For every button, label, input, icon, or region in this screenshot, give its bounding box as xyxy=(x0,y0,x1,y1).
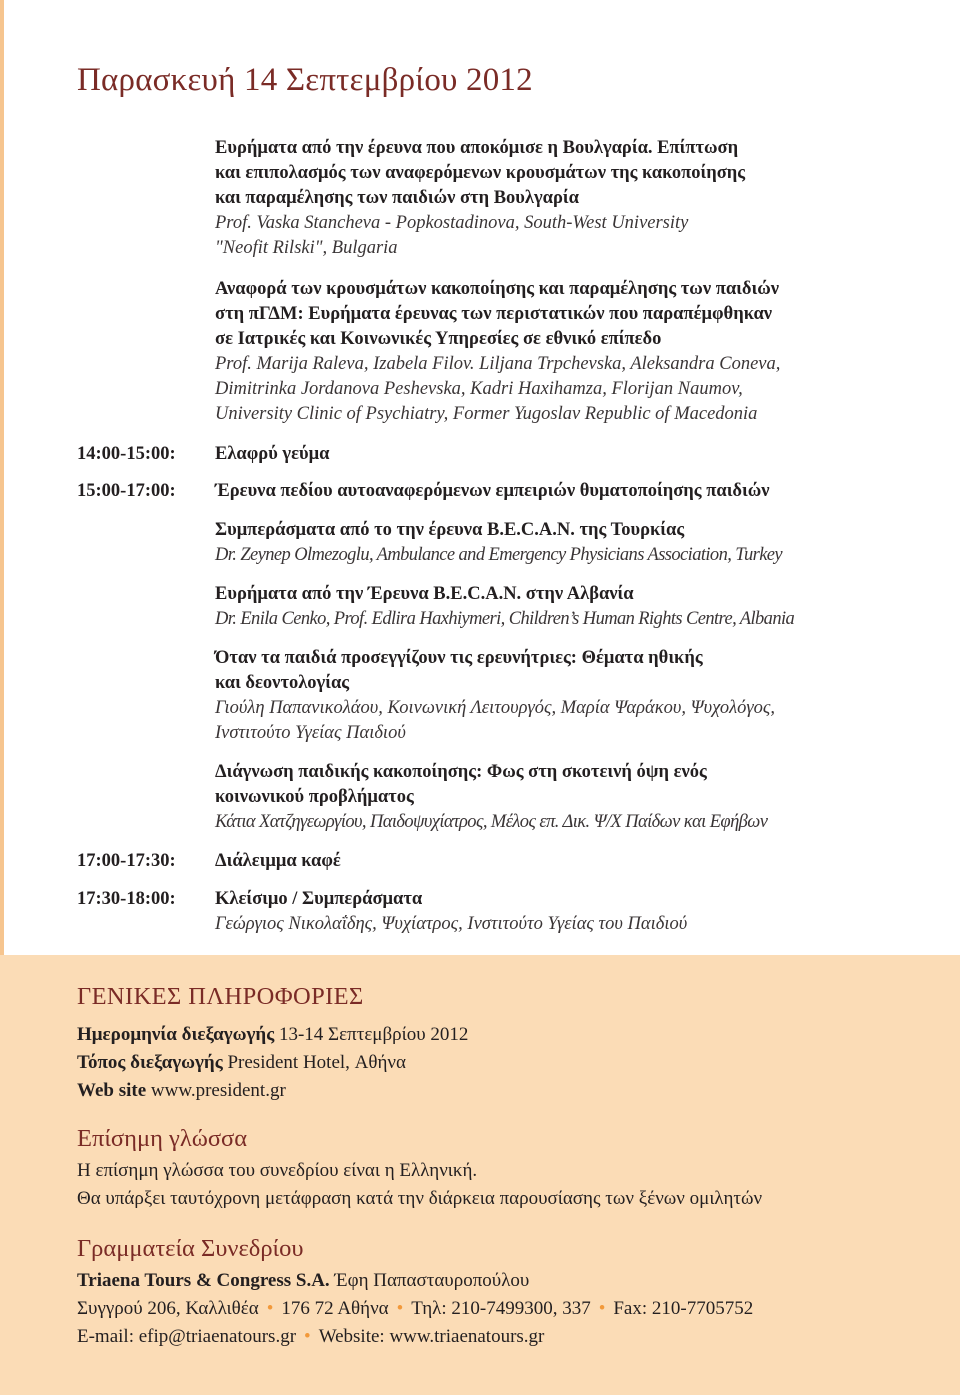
language-heading: Επίσημη γλώσσα xyxy=(77,1125,248,1152)
page-date-heading: Παρασκευή 14 Σεπτεμβρίου 2012 xyxy=(77,62,533,98)
event-website: Web site www.president.gr xyxy=(77,1080,286,1101)
talk-author: Prof. Marija Raleva, Izabela Filov. Liljana Trpchevska, Aleksandra Coneva, Dimitrinka Jordanova Peshevska, Kadri Haxihamza, Florijan Naumov, University Clinic of Psychiatry, Former Yugoslav Republic of Macedonia xyxy=(215,354,781,424)
general-info-heading: ΓΕΝΙΚΕΣ ΠΛΗΡΟΦΟΡΙΕΣ xyxy=(77,983,364,1010)
talk-author: Γεώργιος Νικολαΐδης, Ψυχίατρος, Ινστιτούτο Υγείας του Παιδιού xyxy=(215,914,688,934)
secretariat-heading: Γραμματεία Συνεδρίου xyxy=(77,1235,304,1262)
talk-author: Κάτια Χατζηγεωργίου, Παιδοψυχίατρος, Μέλος επ. Δικ. Ψ/Χ Παίδων και Εφήβων xyxy=(215,812,768,832)
session-label: Κλείσιμο / Συμπεράσματα xyxy=(215,889,423,909)
general-info-panel xyxy=(0,955,960,1395)
session-label: Έρευνα πεδίου αυτοαναφερόμενων εμπειριών θυματοποίησης παιδιών xyxy=(215,481,770,501)
general-info-content xyxy=(77,979,937,1351)
bullet-icon: • xyxy=(598,1298,606,1319)
session-time: 17:30-18:00: xyxy=(77,889,176,909)
bullet-icon: • xyxy=(304,1326,311,1347)
talk-title: Αναφορά των κρουσμάτων κακοποίησης και παραμέλησης των παιδιών στη πΓΔΜ: Ευρήματα έρευνας των περιστατικών που παραπέμφθηκαν σε Ιατρικές και Κοινωνικές Υπηρεσίες σε εθνικό επίπεδο xyxy=(215,279,780,349)
talk-author: Dr. Zeynep Olmezoglu, Ambulance and Emergency Physicians Association, Turkey xyxy=(215,545,783,565)
session-label: Διάλειμμα καφέ xyxy=(215,851,341,871)
session-time: 15:00-17:00: xyxy=(77,481,176,501)
language-text: Η επίσημη γλώσσα του συνεδρίου είναι η Ελληνική. xyxy=(77,1160,478,1181)
secretariat-website-link[interactable]: Website: www.triaenatours.gr xyxy=(318,1326,545,1347)
event-venue: Τόπος διεξαγωγής President Hotel, Αθήνα xyxy=(77,1052,406,1073)
program-block xyxy=(77,887,947,937)
email-link[interactable]: E-mail: efip@triaenatours.gr xyxy=(77,1326,297,1347)
bullet-icon: • xyxy=(266,1298,274,1319)
session-time: 14:00-15:00: xyxy=(77,444,176,464)
secretariat-company: Triaena Tours & Congress S.A. Έφη Παπασταυροπούλου xyxy=(77,1270,530,1291)
talk-author: Prof. Vaska Stancheva - Popkostadinova, South-West University "Neofit Rilski", Bulgaria xyxy=(215,213,689,258)
talk-title: Ευρήματα από την έρευνα που αποκόμισε η Βουλγαρία. Επίπτωση και επιπολασμός των αναφερόμενων κρουσμάτων της κακοποίησης και παραμέλησης των παιδιών στη Βουλγαρία xyxy=(215,138,746,208)
program-block xyxy=(77,849,947,874)
session-time: 17:00-17:30: xyxy=(77,851,176,871)
program-block xyxy=(77,136,947,427)
event-date: Ημερομηνία διεξαγωγής 13-14 Σεπτεμβρίου 2012 xyxy=(77,1024,469,1045)
session-label: Ελαφρύ γεύμα xyxy=(215,444,330,464)
left-accent-rule xyxy=(0,0,4,955)
talk-author: Γιούλη Παπανικολάου, Κοινωνική Λειτουργός, Μαρία Ψαράκου, Ψυχολόγος, Ινστιτούτο Υγείας Παιδιού xyxy=(215,698,776,743)
talk-title: Διάγνωση παιδικής κακοποίησης: Φως στη σκοτεινή όψη ενός κοινωνικού προβλήματος xyxy=(215,762,707,807)
venue-website-link[interactable]: www.president.gr xyxy=(146,1080,286,1101)
talk-title: Συμπεράσματα από το την έρευνα B.E.C.A.N. της Τουρκίας xyxy=(215,520,685,540)
program-block xyxy=(77,442,947,467)
program-schedule xyxy=(77,136,947,937)
bullet-icon: • xyxy=(396,1298,404,1319)
secretariat-contacts xyxy=(77,1323,937,1351)
translation-text: Θα υπάρξει ταυτόχρονη μετάφραση κατά την διάρκεια παρουσίασης των ξένων ομιλητών xyxy=(77,1188,763,1209)
secretariat-address: Συγγρού 206, Καλλιθέα • 176 72 Αθήνα • Τηλ: 210-7499300, 337 • Fax: 210-7705752 xyxy=(77,1298,754,1319)
talk-title: Όταν τα παιδιά προσεγγίζουν τις ερευνήτριες: Θέματα ηθικής και δεοντολογίας xyxy=(215,648,703,693)
program-block xyxy=(77,479,947,835)
talk-title: Ευρήματα από την Έρευνα B.E.C.A.N. στην Αλβανία xyxy=(215,584,634,604)
talk-author: Dr. Enila Cenko, Prof. Edlira Haxhiymeri, Children’s Human Rights Centre, Albania xyxy=(215,609,795,629)
